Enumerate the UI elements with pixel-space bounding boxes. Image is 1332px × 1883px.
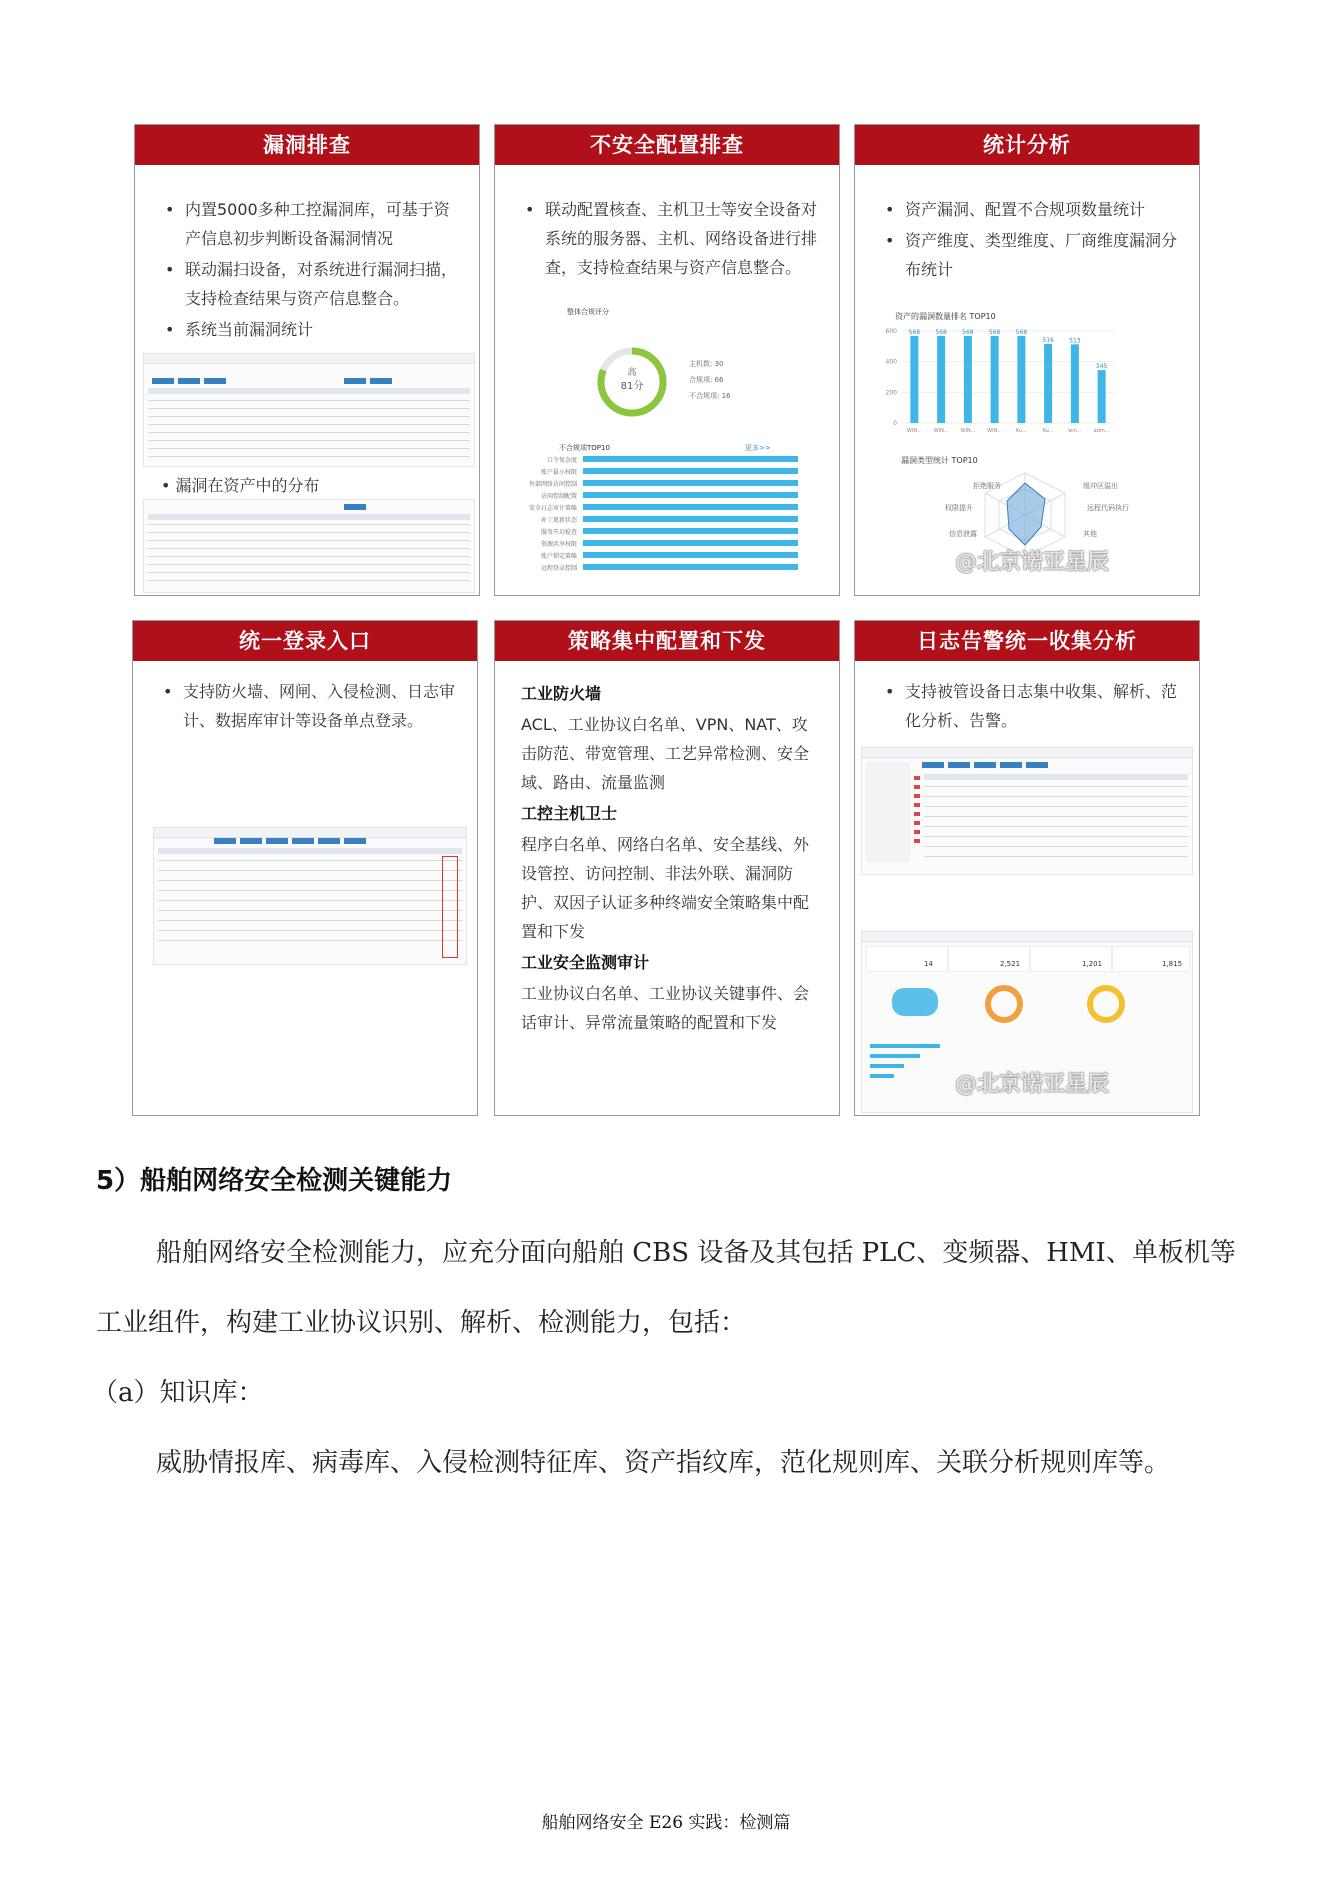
gauge-title: 整体合规评分 <box>567 308 609 316</box>
card-policy <box>494 620 840 1116</box>
log-kpi: 1,201 <box>1082 960 1103 968</box>
bar-value-label: 568 <box>988 328 1001 336</box>
y-tick-label: 400 <box>885 358 897 366</box>
top10-bar <box>583 528 798 534</box>
section-paragraph-1: 船舶网络安全检测能力，应充分面向船舶 CBS 设备及其包括 PLC、变频器、HMI、单板机等工业组件，构建工业协议识别、解析、检测能力，包括： <box>96 1238 1236 1338</box>
section-heading: 5）船舶网络安全检测关键能力 <box>96 1166 453 1196</box>
bar <box>991 336 999 423</box>
sso-bullets <box>161 677 461 737</box>
log-bullets <box>883 677 1183 737</box>
top10-bar <box>583 456 798 462</box>
bar <box>964 336 972 423</box>
policy-heading: 工业安全监测审计 <box>521 953 650 972</box>
x-tick-label: WIN... <box>987 428 1003 434</box>
policy-sections <box>521 679 821 1039</box>
gauge-grade: 高 <box>627 368 637 378</box>
bar-value-label: 345 <box>1095 363 1108 371</box>
radar-label: 权限提升 <box>945 504 973 512</box>
policy-text: 工业协议白名单、工业协议关键事件、会话审计、异常流量策略的配置和下发 <box>521 984 810 1032</box>
sso-bullet: • 支持防火墙、网闸、入侵检测、日志审计、数据库审计等设备单点登录。 <box>161 677 461 735</box>
bar-value-label: 516 <box>1042 336 1054 344</box>
y-tick-label: 200 <box>885 389 897 397</box>
radar-label: 缓冲区溢出 <box>1083 482 1118 490</box>
gauge-stat: 合规项: 66 <box>689 376 724 384</box>
vuln-bullets <box>163 195 463 346</box>
top10-label: 访问控制配置 <box>540 493 577 500</box>
top10-label: 服务开启检查 <box>540 529 577 536</box>
vuln-bullet: • 内置5000多种工控漏洞库，可基于资产信息初步判断设备漏洞情况 <box>163 195 463 253</box>
top10-chart <box>515 455 815 585</box>
config-bullet: • 联动配置核查、主机卫士等安全设备对系统的服务器、主机、网络设备进行排查，支持检查结果与资产信息整合。 <box>523 195 823 282</box>
log-kpi: 1,815 <box>1162 960 1183 968</box>
card-vuln-title: 漏洞排查 <box>135 125 479 165</box>
bar <box>1071 344 1079 423</box>
vuln-bar-chart <box>875 323 1115 437</box>
policy-text: 程序白名单、网络白名单、安全基线、外设管控、访问控制、非法外联、漏洞防护、双因子认证多种终端安全策略集中配置和下发 <box>521 835 810 941</box>
config-bullets <box>523 195 823 284</box>
card-log-title: 日志告警统一收集分析 <box>855 621 1199 661</box>
stats-bullet: • 资产漏洞、配置不合规项数量统计 <box>883 195 1183 224</box>
bar-value-label: 513 <box>1069 337 1081 345</box>
bar <box>1044 344 1052 423</box>
log-list-screenshot <box>861 747 1193 875</box>
radar-label: 信息泄露 <box>949 530 977 538</box>
card-sso-title: 统一登录入口 <box>133 621 477 661</box>
gauge-stat: 不合规项: 16 <box>689 392 731 400</box>
vuln-bullet: • 联动漏扫设备，对系统进行漏洞扫描，支持检查结果与资产信息整合。 <box>163 255 463 313</box>
card-stats-title: 统计分析 <box>855 125 1199 165</box>
log-kpi: 14 <box>924 960 933 968</box>
top10-label: 外部网络访问控制 <box>528 481 577 488</box>
policy-heading: 工业防火墙 <box>521 684 602 703</box>
card-policy-title: 策略集中配置和下发 <box>495 621 839 661</box>
radar-label: 拒绝服务 <box>973 482 1001 490</box>
top10-bar <box>583 564 798 570</box>
policy-text: ACL、工业协议白名单、VPN、NAT、攻击防范、带宽管理、工艺异常检测、安全域、路由、流量监测 <box>521 715 810 792</box>
y-tick-label: 0 <box>893 420 897 427</box>
top10-label: 口令复杂度 <box>546 457 577 464</box>
vuln-sub-bullet: • 漏洞在资产中的分布 <box>161 476 320 495</box>
card-sso <box>132 620 478 1116</box>
top10-bar <box>583 504 798 510</box>
watermark: @北京诺亚星辰 <box>955 1072 1110 1097</box>
stats-bullets <box>883 195 1183 286</box>
card-config-title: 不安全配置排查 <box>495 125 839 165</box>
top10-bar <box>583 552 798 558</box>
card-stats <box>854 124 1200 596</box>
section-item-a: （a）知识库： <box>92 1378 264 1408</box>
top10-title: 不合规项TOP10 <box>559 444 610 452</box>
top10-label: 远程登录控制 <box>540 565 577 572</box>
vuln-bullet: • 系统当前漏洞统计 <box>163 315 463 344</box>
top10-label: 账户锁定策略 <box>540 553 577 560</box>
top10-bar <box>583 468 798 474</box>
gauge-score: 81分 <box>620 381 644 392</box>
card-vuln <box>134 124 480 596</box>
x-tick-label: Ku... <box>1015 428 1027 434</box>
radar-label: 远程代码执行 <box>1087 504 1129 512</box>
stats-bullet: • 资产维度、类型维度、厂商维度漏洞分布统计 <box>883 226 1183 284</box>
top10-label: 资源共享权限 <box>540 541 577 548</box>
radar-title: 漏洞类型统计 TOP10 <box>901 456 978 465</box>
top10-bar <box>583 540 798 546</box>
top10-bar <box>583 492 798 498</box>
bar-value-label: 568 <box>908 328 921 336</box>
top10-bar <box>583 516 798 522</box>
vuln-distribution-screenshot <box>143 499 475 593</box>
bar <box>1017 336 1025 423</box>
y-tick-label: 600 <box>885 328 897 335</box>
x-tick-label: adm... <box>1093 428 1110 434</box>
bar-value-label: 568 <box>962 328 974 336</box>
page-footer: 船舶网络安全 E26 实践：检测篇 <box>541 1813 791 1833</box>
x-tick-label: WIN... <box>933 428 949 434</box>
bar <box>937 336 945 423</box>
radar-label: 其他 <box>1083 530 1097 538</box>
card-config <box>494 124 840 596</box>
bar <box>1098 370 1106 423</box>
top10-label: 账户最小权限 <box>540 469 577 476</box>
bar-value-label: 568 <box>935 328 947 336</box>
top10-more-link[interactable]: 更多>> <box>745 444 771 452</box>
section-paragraph-2: 威胁情报库、病毒库、入侵检测特征库、资产指纹库，范化规则库、关联分析规则库等。 <box>156 1448 1171 1478</box>
bar <box>910 336 918 423</box>
log-kpi: 2,521 <box>1000 960 1021 968</box>
vuln-table-screenshot <box>143 353 475 467</box>
bar-value-label: 568 <box>1015 328 1028 336</box>
card-log <box>854 620 1200 1116</box>
policy-heading: 工控主机卫士 <box>521 804 618 823</box>
log-bullet: • 支持被管设备日志集中收集、解析、范化分析、告警。 <box>883 677 1183 735</box>
sso-device-list-screenshot <box>153 827 467 965</box>
x-tick-label: WIN... <box>960 428 976 434</box>
top10-label: 安全日志审计策略 <box>528 505 577 512</box>
gauge-stat: 主机数: 30 <box>689 360 724 368</box>
bar-chart-title: 资产的漏洞数量排名 TOP10 <box>895 312 996 321</box>
watermark: @北京诺亚星辰 <box>955 550 1110 575</box>
x-tick-label: Ku... <box>1042 428 1054 434</box>
x-tick-label: WIN... <box>906 428 922 434</box>
top10-bar <box>583 480 798 486</box>
x-tick-label: win... <box>1068 428 1082 434</box>
top10-label: 补丁更新状态 <box>540 517 577 524</box>
